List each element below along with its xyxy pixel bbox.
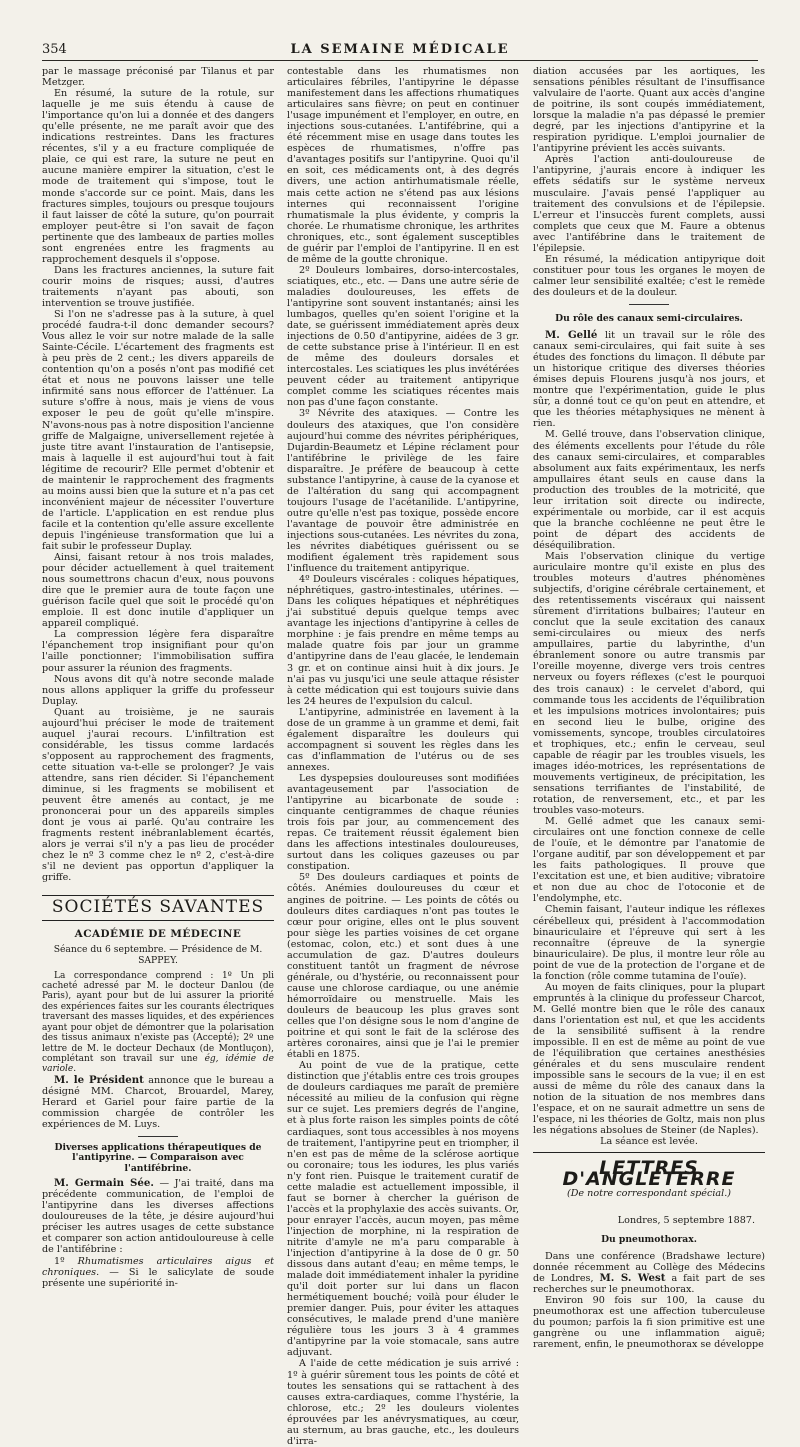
gelle-text: lit un travail sur le rôle des canaux semi-circulaires, qui fait suite à ses études des fonctions du limaçon. Il débute par un historique critique des diverses théories émises depuis Flourens jusqu'à nos jours, et montre que l'expérimentation, guide le plus sûr, a donné tout ce qu'on peut en attendre, et que les théories métaphysiques ne mènent à rien. [533, 330, 765, 430]
item1-italic: Rhumatismes articulaires aigus et chroniques. [42, 1255, 275, 1278]
dateline: Londres, 5 septembre 1887. [617, 1214, 755, 1226]
academy-title: ACADÉMIE DE MÉDECINE [74, 927, 242, 940]
paragraph: contestable dans les rhumatismes non articulaires fébriles, l'antipyrine le dépasse manifestement dans les affections rhumatiques articulaires sans fièvre; on peut en continuer l'usage impunément et l'employer, en outre, en injections sous-cutanées. L'antifébrine, qui a été récemment mise en usage dans toutes les espèces de rhumatismes, n'offre pas d'avantages positifs sur l'antipyrine. Quoi qu'il en soit, ces médicaments ont, à des degrés divers, une action antirhumatismale réelle, mais cette action ne s'étend pas aux lésions internes qui reconnaissent l'origine rhumatismale la plus évidente, y compris la chorée. Le rhumatisme chronique, les arthrites chroniques, etc., sont également susceptibles de guérir par l'emploi de l'antipyrine. Il en est de même de la goutte chronique. [287, 66, 519, 265]
paragraph: Si l'on ne s'adresse pas à la suture, à quel procédé faudra-t-il donc demander secours? Vous allez le voir sur notre malade de la salle Sainte-Cécile. L'écartement des fragments est à peu près de 2 cent.; les divers appareils de contention qu'on a posés n'ont pas modifié cet état et nous ne pouvons laisser une telle infirmité sans nous efforcer de l'atténuer. La suture s'offre à nous, mais je viens de vous exposer le peu de goût qu'elle m'inspire. N'avons-nous pas à notre disposition l'ancienne griffe de Malgaigne, universellement rejetée à juste titre avant l'instauration de l'antisepsie, mais à laquelle il est aujourd'hui tout à fait légitime de recourir? Elle permet d'obtenir et de maintenir le rapprochement des fragments au moins aussi bien que la suture et n'a pas cet inconvénient majeur de nécessiter l'ouverture de l'article. L'application en est rendue plus facile et la contention qu'elle assure excellente depuis l'ingénieuse transformation que lui a fait subir le professeur Duplay. [42, 309, 274, 553]
item1-text: — Si le salicylate de soude présente une supériorité in- [42, 1266, 274, 1289]
pneumo-intro: Dans une conférence (Bradshawe lecture) donnée récemment au Collège des Médecins de Londres, [533, 1250, 765, 1284]
paragraph: 3º Névrite des ataxiques. — Contre les douleurs des ataxiques, que l'on considère aujourd'hui comme des névrites périphériques, Dujardin-Beaumetz et Lépine réclament pour l'antifébrine le privilège de les faire disparaître. Je préfère de beaucoup à cette substance l'antipyrine, à cause de la cyanose et de l'altération du sang qui accompagnent toujours l'usage de l'acétanilide. L'antipyrine, outre qu'elle n'est pas toxique, possède encore l'avantage de pouvoir être administrée en injections sous-cutanées. Les névrites du zona, les névrites diabétiques guérissent ou se modifient également très rapidement sous l'influence du traitement antipyrique. [287, 408, 519, 575]
paragraph: Mais l'observation clinique du vertige auriculaire montre qu'il existe en plus des troubles moteurs d'autres phénomènes subjectifs, d'origine cérébrale certainement, et des retentissements viscéraux qui naissent sûrement d'irritations bulbaires; l'auteur en conclut que la seule excitation des canaux semi-circulaires ou mieux des nerfs ampullaires, partie du labyrinthe, d'un ébranlement sonore ou autre transmis par l'oreille moyenne, diverge vers trois centres nerveux ou foyers réflexes (c'est le pourquoi des trois canaux) : le cervelet d'abord, qui commande tous les accidents de l'équilibration et les impulsions motrices involontaires; puis en second lieu le bulbe, origine des vomissements, syncope, troubles circulatoires et trophiques, etc.; enfin le cerveau, seul capable de réagir par les troubles visuels, les images idéo-motrices, les représentations de mouvements vertigineux, de précipitation, les sensations terrifiantes de l'instabilité, de rotation, de renversement, etc., et par les troubles vaso-moteurs. [533, 550, 765, 817]
correspondence-text: La correspondance comprend : 1º Un pli cacheté adressé par M. le docteur Danlou (de Paris), ayant pour but de lui assurer la priorité des expériences faites sur les courants électriques traversant des masses liquides, et des expériences ayant pour objet de démontrer que la polarisation des tissus animaux n'existe pas (Accepté); 2º une lettre de M. le docteur Dechaux (de Montluçon), complétant son travail sur une [42, 970, 274, 1064]
paragraph: diation accusées par les aortiques, les sensations pénibles résultant de l'insuffisance valvulaire de l'aorte. Quant aux accès d'angine de poitrine, ils sont coupés immédiatement, lorsque la maladie n'a pas dépassé le premier degré, par les injections d'antipyrine et la respiration pyridique. L'emploi journalier de l'antipyrine prévient les accès suivants. [533, 66, 765, 155]
gelle-paragraph [533, 330, 765, 429]
see-name: M. Germain Sée. [54, 1177, 154, 1190]
paragraph: Chemin faisant, l'auteur indique les réflexes cérébelleux qui, président à l'accommodation binauriculaire et l'épreuve qui sert à les reconnaître (épreuve de la synergie binauriculaire). De plus, il montre leur rôle au point de vue de la protection de l'organe et de la fonction (rôle comme tutamina de l'ouïe). [533, 904, 765, 982]
paragraph: M. Gellé admet que les canaux semi-circulaires ont une fonction connexe de celle de l'ouïe, et le démontre par l'anatomie de l'organe auditif, par son développement et par les faits pathologiques. Il prouve que l'excitation est une, et bien auditive; vibratoire et non due au choc de l'otoconie et de l'endolymphe, etc. [533, 816, 765, 905]
paragraph: 2º Douleurs lombaires, dorso-intercostales, sciatiques, etc., etc. — Dans une autre série de maladies douloureuses, les effets de l'antipyrine sont souvent instantanés; ainsi les lumbagos, quelles qu'en soient l'origine et la date, se guérissent immédiatement après deux injections de 0.50 d'antipyrine, aidées de 3 gr. de cette substance prise à l'intérieur. Il en est de même des douleurs dorsales et intercostales. Les sciatiques les plus invétérées peuvent céder au traitement antipyrique complet comme les sciatiques récentes mais non pas d'une façon constante. [287, 264, 519, 409]
subhead-antipyrine: Diverses applications thérapeutiques de l'antipyrine. — Comparaison avec l'antifébrine. [54, 1141, 262, 1174]
item1-paragraph [42, 1256, 274, 1289]
paragraph: Après l'action anti-douloureuse de l'antipyrine, j'aurais encore à indiquer les effets sédatifs sur le système nerveux musculaire. J'avais pensé l'appliquer au traitement des convulsions et de l'épilepsie. L'erreur et l'insuccès furent complets, aussi complets que ceux que M. Faure a obtenus avec l'antifébrine dans le traitement de l'épilepsie. [533, 154, 765, 254]
subhead-pneumothorax: Du pneumothorax. [601, 1233, 697, 1245]
letters-header [533, 1152, 765, 1199]
paragraph: A l'aide de cette médication je suis arrivé : 1º à guérir sûrement tous les points de côté et toutes les sensations qui se rattachent à des causes extra-cardiaques, comme l'hystérie, la chlorose, etc.; 2º les douleurs violentes éprouvées par les anévrysmatiques, au cœur, au sternum, au bras gauche, etc., les douleurs d'irra- [287, 1358, 519, 1447]
paragraph: Les dyspepsies douloureuses sont modifiées avantageusement par l'association de l'antipyrine au bicarbonate de soude : cinquante centigrammes de chaque réunies trois fois par jour, au commencement des repas. Ce traitement réussit également bien dans les affections intestinales douloureuses, surtout dans les coliques gazeuses ou par constipation. [287, 773, 519, 873]
paragraph: Nous avons dit qu'à notre seconde malade nous allons appliquer la griffe du professeur Duplay. [42, 673, 274, 707]
paragraph: En résumé, la médication antipyrique doit constituer pour tous les organes le moyen de calmer leur sensibilité exaltée; c'est le remède des douleurs et de la douleur. [533, 253, 765, 298]
page-header [42, 40, 758, 61]
item1-label: 1º [54, 1255, 78, 1267]
correspondence-paragraph [42, 971, 274, 1075]
column-left [42, 66, 275, 1289]
president-name: M. le Président [54, 1073, 144, 1086]
pneumo-intro2: a fait part de ses recherches sur le pneumothorax. [533, 1272, 766, 1295]
paragraph: 5º Des douleurs cardiaques et points de côtés. Anémies douloureuses du cœur et angines de poitrine. — Les points de côtés ou douleurs dites cardiaques n'ont pas toutes le cœur pour origine, elles ont le plus souvent pour siège les parties voisines de cet organe (estomac, colon, etc.) et sont dues à une accumulation de gaz. D'autres douleurs constituent tantôt un fragment de névrose générale, ou d'hystérie, ou reconnaissent pour cause une chlorose cardiaque, ou une anémie hémorroïdaire ou menstruelle. Mais les douleurs de beaucoup les plus graves sont celles que l'on désigne sous le nom d'angine de poitrine et qui sont le fait de la sclérose des artères coronaires, ainsi que je l'ai le premier établi en 1875. [287, 872, 519, 1061]
column-middle [287, 66, 519, 1447]
paragraph: Au point de vue de la pratique, cette distinction que j'établis entre ces trois groupes de douleurs cardiaques me paraît de première nécessité au milieu de la confusion qui règne sur ce sujet. Les premiers degrés de l'angine, et à plus forte raison les simples points de côté cardiaques, sont tous accessibles à nos moyens de traitement, l'antipyrine peut en triompher, il n'en est pas de même de la sclérose aortique ou coronaire; tous les iodures, les plus variés n'y font rien. Puisque le traitement curatif de cette maladie est actuellement impossible, il faut se borner à chercher la guérison de l'accès et la prophylaxie des accès suivants. Or, pour enrayer l'accès, aucun moyen, pas même l'injection de morphine, ni la respiration de nitrite d'amyle ne m'a paru comparable à l'injection d'antipyrine à la dose de 0 gr. 50 dissous dans autant d'eau; en même temps, le malade doit immédiatement inhaler la pyridine qu'il doit porter sur lui dans un flacon hermétiquement bouché; voilà pour éluder le premier danger. Puis, pour éviter les attaques consécutives, le malade prend d'une manière régulière tous les jours 3 à 4 grammes d'antipyrine par la voie stomacale, sans autre adjuvant. [287, 1060, 519, 1359]
page-number: 354 [42, 42, 67, 57]
paragraph: Quant au troisième, je ne saurais aujourd'hui préciser le mode de traitement auquel j'aurai recours. L'infiltration est considérable, les tissus comme lardacés s'opposent au rapprochement des fragments, cette situation va-t-elle se prolonger? Je vais attendre, sans rien décider. Si l'épanchement diminue, si les fragments se mobilisent et peuvent être amenés au contact, je me prononcerai pour un des appareils simples dont je vous ai parlé. Qu'au contraire les fragments restent inébranlablement écartés, alors je verrai s'il n'y a pas lieu de procéder chez le nº 3 comme chez le nº 2, c'est-à-dire s'il ne devient pas opportun d'appliquer la griffe. [42, 706, 274, 884]
section-title: SOCIÉTÉS SAVANTES [42, 895, 274, 920]
correspondence-italic: ég, idémie de variole. [42, 1053, 274, 1075]
paragraph: par le massage préconisé par Tilanus et par Metzger. [42, 66, 274, 89]
paragraph: Ainsi, faisant retour à nos trois malades, pour décider actuellement à quel traitement nous soumettrons chacun d'eux, nous pouvons dire que le premier aura de toute façon une guérison facile quel que soit le procédé qu'on emploie. Il est donc inutile d'appliquer un appareil compliqué. [42, 552, 274, 630]
see-text: — J'ai traité, dans ma précédente communication, de l'emploi de l'antipyrine dans les diverses affections douloureuses de la tête, je désire aujourd'hui préciser les autres usages de cette substance et comparer son action antidouloureuse à celle de l'antifébrine : [42, 1178, 274, 1256]
paragraph: Environ 90 fois sur 100, la cause du pneumothorax est une affection tuberculeuse du poumon; parfois la fi sion primitive est une gangrène ou une inflammation aiguë; rarement, enfin, le pneumothorax se développe [533, 1294, 765, 1351]
paragraph: 4º Douleurs viscérales : coliques hépatiques, néphrétiques, gastro-intestinales, utérines. — Dans les coliques hépatiques et néphrétiques j'ai substitué depuis quelque temps avec avantage les injections d'antipyrine à celles de morphine : je fais prendre en même temps au malade quatre fois par jour un gramme d'antipyrine dans de l'eau glacée, le lendemain 3 gr. et on continue ainsi huit à dix jours. Je n'ai pas vu jusqu'ici une seule attaque résister à cette médication qui est toujours suivie dans les 24 heures de l'expulsion du calcul. [287, 574, 519, 707]
letters-subtitle: (De notre correspondant spécial.) [566, 1187, 731, 1199]
paragraph: M. Gellé trouve, dans l'observation clinique, des éléments excellents pour l'étude du rôle des canaux semi-circulaires, et comparables absolument aux faits expérimentaux, les nerfs ampullaires étant seuls en cause dans la production des troubles de la motricité, que leur irritation soit directe ou indirecte, expérimentale ou morbide, car il est acquis que la branche cochléenne ne peut être le point de départ des accidents de déséquilibration. [533, 429, 765, 551]
see-paragraph [42, 1178, 274, 1255]
column-right [533, 66, 766, 1351]
subhead-canaux: Du rôle des canaux semi-circulaires. [555, 312, 743, 324]
paragraph: La compression légère fera disparaître l'épanchement trop insignifiant pour qu'on l'aille ponctionner; l'immobilisation suffira pour assurer la réunion des fragments. [42, 629, 274, 674]
gelle-name: M. Gellé [545, 329, 598, 342]
divider [138, 1136, 178, 1137]
journal-title: LA SEMAINE MÉDICALE [290, 42, 510, 57]
paragraph: Dans les fractures anciennes, la suture fait courir moins de risques; aussi, d'autres traitements n'ayant pas abouti, son intervention se trouve justifiée. [42, 264, 274, 309]
west-paragraph [533, 1251, 765, 1295]
divider [629, 304, 669, 305]
paragraph: En résumé, la suture de la rotule, sur laquelle je me suis étendu à cause de l'importance qu'on lui a donnée et des dangers qu'elle présente, ne me paraît avoir que des indications restreintes. Dans les fractures récentes, s'il y a eu fracture compliquée de plaie, ce qui est rare, la suture ne peut en aucune manière empirer la situation, c'est le mode de traitement qui s'impose, tout le monde s'accorde sur ce point. Mais, dans les fractures simples, toujours ou presque toujours il faut laisser de côté la suture, qu'on pourrait employer peut-être si l'on savait de façon pertinente que des lambeaux de parties molles sont engrenées entre les fragments au rapprochement desquels il s'oppose. [42, 88, 274, 265]
president-paragraph [42, 1075, 274, 1130]
paragraph: Au moyen de faits cliniques, pour la plupart empruntés à la clinique du professeur Charcot, M. Gellé montre bien que le rôle des canaux dans l'orientation est nul, et que les accidents de la sensibilité suffisent à la rendre impossible. Il en est de même au point de vue de l'équilibration que certaines anesthésies générales et du sens musculaire rendent impossible sans le secours de la vue; il en est aussi de même du rôle des canaux dans la notion de la situation de nos membres dans l'espace, et on ne saurait admettre un sens de l'espace, ni les théories de Goltz, mais non plus les négations absolues de Steiner (de Naples). [533, 981, 765, 1137]
letters-title: LETTRES D'ANGLETERRE [562, 1156, 736, 1190]
session-end: La séance est levée. [600, 1136, 698, 1148]
paragraph: L'antipyrine, administrée en lavement à la dose de un gramme à un gramme et demi, fait également disparaître les douleurs qui accompagnent si souvent les règles dans les cas d'inflammation de l'utérus ou de ses annexes. [287, 706, 519, 773]
west-name: M. S. West [599, 1271, 666, 1284]
president-text: annonce que le bureau a désigné MM. Charcot, Brouardel, Marey, Herard et Gariel pour faire partie de la commission chargée de contrôler les expériences de M. Luys. [42, 1074, 274, 1130]
session-line: Séance du 6 septembre. — Présidence de M. SAPPEY. [53, 943, 263, 966]
